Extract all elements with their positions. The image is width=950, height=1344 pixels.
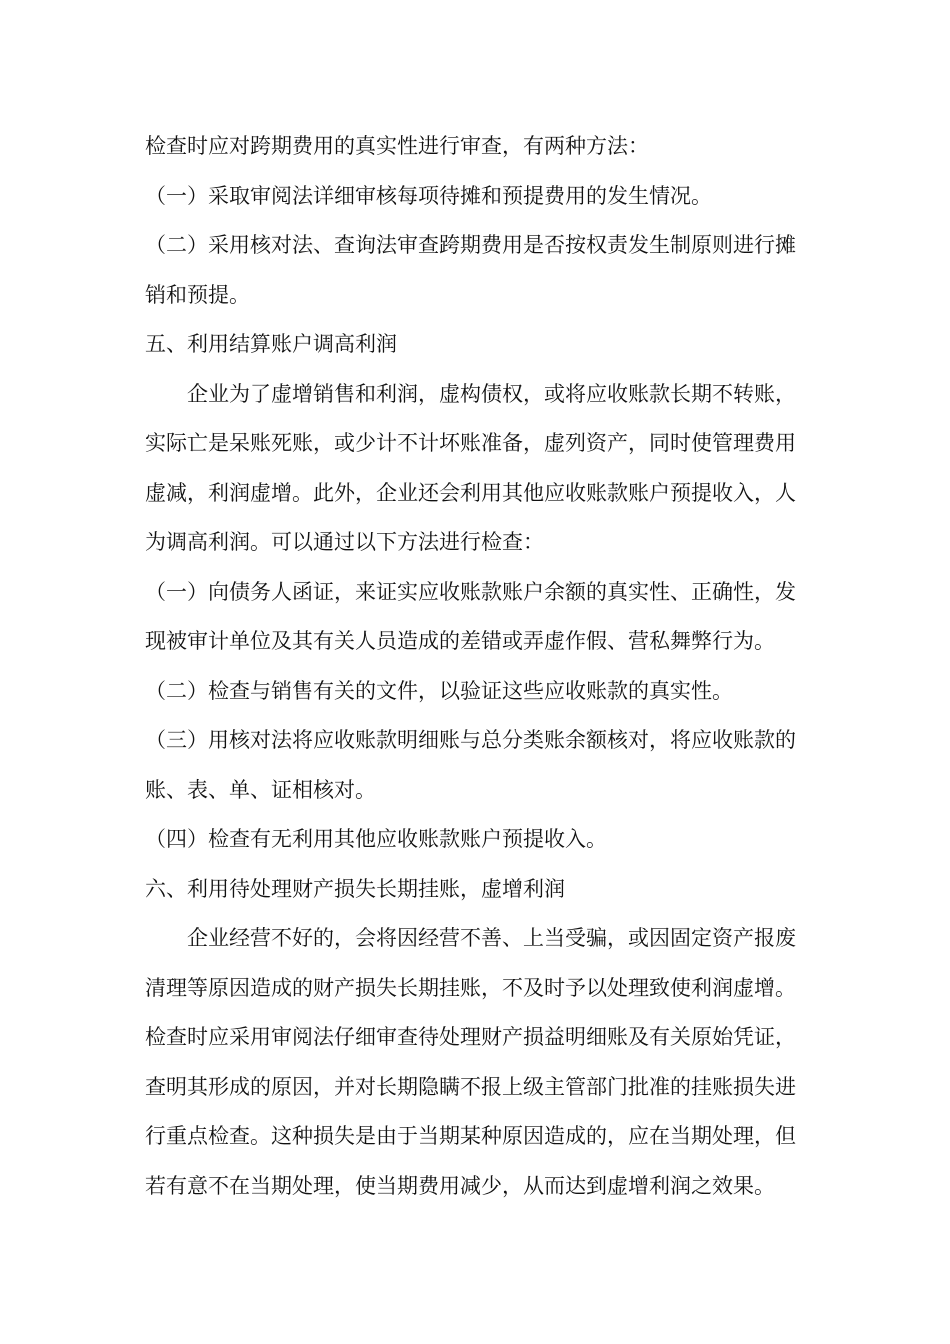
- section-heading: 五、利用结算账户调高利润: [145, 332, 397, 356]
- list-item-line: （二）采用核对法、查询法审查跨期费用是否按权责发生制原则进行摊: [145, 233, 796, 257]
- paragraph-line: 为调高利润。可以通过以下方法进行检查：: [145, 530, 544, 554]
- paragraph-line: 检查时应采用审阅法仔细审查待处理财产损益明细账及有关原始凭证，: [145, 1025, 796, 1049]
- list-item-line: （一）采取审阅法详细审核每项待摊和预提费用的发生情况。: [145, 183, 712, 208]
- list-item-line: （三）用核对法将应收账款明细账与总分类账余额核对，将应收账款的: [145, 728, 796, 752]
- paragraph-line: 行重点检查。这种损失是由于当期某种原因造成的，应在当期处理，但: [145, 1124, 796, 1148]
- paragraph-line: 企业为了虚增销售和利润，虚构债权，或将应收账款长期不转账，: [187, 381, 796, 406]
- section-heading: 六、利用待处理财产损失长期挂账，虚增利润: [145, 876, 565, 901]
- paragraph-line: 查明其形成的原因，并对长期隐瞒不报上级主管部门批准的挂账损失进: [145, 1074, 796, 1099]
- list-item-line: （四）检查有无利用其他应收账款账户预提收入。: [145, 827, 607, 851]
- document-page: [145, 122, 815, 1211]
- list-item-line: 销和预提。: [145, 282, 250, 307]
- paragraph-line: 企业经营不好的，会将因经营不善、上当受骗，或因固定资产报废: [187, 926, 796, 950]
- list-item-line: （二）检查与销售有关的文件，以验证这些应收账款的真实性。: [145, 678, 733, 703]
- list-item-line: （一）向债务人函证，来证实应收账款账户余额的真实性、正确性，发: [145, 579, 796, 604]
- list-item-line: 账、表、单、证相核对。: [145, 777, 376, 802]
- paragraph-line: 实际亡是呆账死账，或少计不计坏账准备，虚列资产，同时使管理费用: [145, 431, 796, 455]
- paragraph-line: 检查时应对跨期费用的真实性进行审查，有两种方法：: [145, 134, 649, 158]
- paragraph-line: 虚减，利润虚增。此外，企业还会利用其他应收账款账户预提收入，人: [145, 480, 796, 505]
- paragraph-line: 若有意不在当期处理，使当期费用减少，从而达到虚增利润之效果。: [145, 1173, 775, 1198]
- paragraph-line: 清理等原因造成的财产损失长期挂账，不及时予以处理致使利润虚增。: [145, 975, 796, 1000]
- list-item-line: 现被审计单位及其有关人员造成的差错或弄虚作假、营私舞弊行为。: [145, 629, 775, 653]
